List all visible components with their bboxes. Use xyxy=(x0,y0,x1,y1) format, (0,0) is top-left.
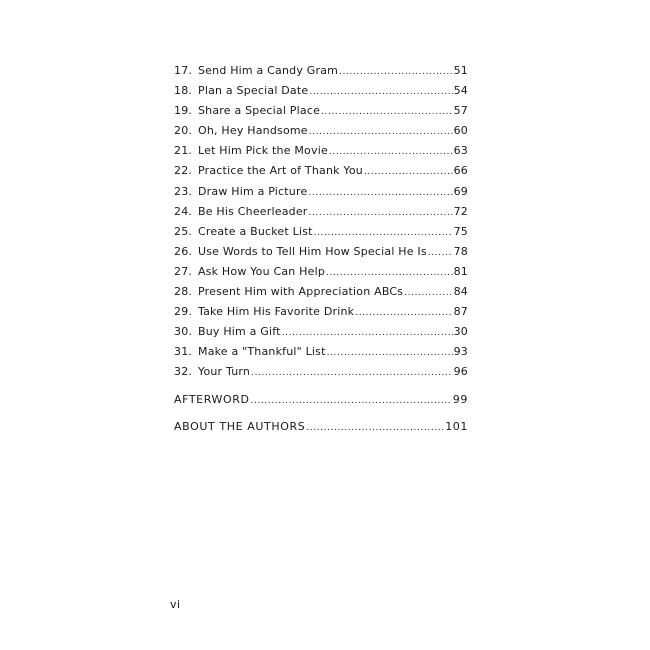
about-page: 101 xyxy=(445,419,468,433)
dot-leader xyxy=(309,208,453,218)
entry-title: Oh, Hey Handsome xyxy=(198,124,308,138)
entry-page: 51 xyxy=(453,64,468,77)
entry-title: Use Words to Tell Him How Special He Is xyxy=(198,244,427,258)
entry-page: 60 xyxy=(453,124,468,138)
entry-page: 84 xyxy=(453,285,468,299)
entry-number: 18. xyxy=(174,84,193,98)
toc-entry xyxy=(174,365,468,385)
toc-entry xyxy=(174,265,468,285)
entry-page: 75 xyxy=(453,224,468,238)
dot-leader xyxy=(329,147,453,157)
entry-page: 78 xyxy=(453,244,468,258)
entry-title: Be His Cheerleader xyxy=(198,204,308,218)
entry-title: Send Him a Candy Gram xyxy=(198,64,339,77)
entry-title: Make a "Thankful" List xyxy=(198,345,326,359)
entry-page: 96 xyxy=(453,365,468,379)
about-title: ABOUT THE AUTHORS xyxy=(174,419,306,433)
dot-leader xyxy=(404,288,452,298)
page-number: vi xyxy=(170,598,181,611)
toc-entry xyxy=(174,164,468,184)
entry-number: 21. xyxy=(174,144,193,158)
entry-number: 22. xyxy=(174,164,193,178)
entry-page: 30 xyxy=(453,325,468,339)
dot-leader xyxy=(428,248,453,258)
entry-title: Practice the Art of Thank You xyxy=(198,164,363,178)
entry-title: Take Him His Favorite Drink xyxy=(198,305,355,319)
dot-leader xyxy=(314,228,453,238)
toc-entry xyxy=(174,205,468,225)
toc-afterword xyxy=(174,393,468,413)
toc-entry xyxy=(174,185,468,205)
entry-number: 32. xyxy=(174,365,193,379)
dot-leader xyxy=(339,67,453,77)
entry-title: Let Him Pick the Movie xyxy=(198,144,328,158)
entry-number: 28. xyxy=(174,285,193,299)
entry-title: Ask How You Can Help xyxy=(198,264,326,278)
entry-page: 81 xyxy=(453,264,468,278)
entry-title: Share a Special Place xyxy=(198,104,321,118)
toc-entry xyxy=(174,325,468,345)
entry-number: 23. xyxy=(174,184,193,198)
entry-number: 20. xyxy=(174,124,193,138)
dot-leader xyxy=(327,348,453,358)
dot-leader xyxy=(282,328,453,338)
entry-title: Buy Him a Gift xyxy=(198,325,281,339)
entry-page: 72 xyxy=(453,204,468,218)
entry-page: 57 xyxy=(453,104,468,118)
entry-page: 69 xyxy=(453,184,468,198)
entry-page: 63 xyxy=(453,144,468,158)
entry-page: 54 xyxy=(453,84,468,98)
dot-leader xyxy=(321,107,453,117)
toc-entry xyxy=(174,144,468,164)
dot-leader xyxy=(308,188,452,198)
entry-page: 93 xyxy=(453,345,468,359)
dot-leader xyxy=(364,167,453,177)
entry-number: 31. xyxy=(174,345,193,359)
toc-entry xyxy=(174,305,468,325)
dot-leader xyxy=(251,368,452,378)
entry-page: 87 xyxy=(453,305,468,319)
entry-number: 26. xyxy=(174,244,193,258)
entry-page: 66 xyxy=(453,164,468,178)
dot-leader xyxy=(306,423,444,433)
table-of-contents xyxy=(174,64,468,440)
entry-number: 27. xyxy=(174,264,193,278)
entry-number: 24. xyxy=(174,204,193,218)
entry-title: Plan a Special Date xyxy=(198,84,309,98)
dot-leader xyxy=(309,127,453,137)
toc-entry xyxy=(174,84,468,104)
entry-number: 19. xyxy=(174,104,193,118)
entry-title: Your Turn xyxy=(198,365,251,379)
entry-title: Create a Bucket List xyxy=(198,224,313,238)
entry-number: 30. xyxy=(174,325,193,339)
toc-entry xyxy=(174,345,468,365)
toc-about-the-authors xyxy=(174,420,468,440)
toc-entry xyxy=(174,104,468,124)
dot-leader xyxy=(355,308,452,318)
entry-number: 25. xyxy=(174,224,193,238)
dot-leader xyxy=(326,268,453,278)
entry-title: Present Him with Appreciation ABCs xyxy=(198,285,404,299)
dot-leader xyxy=(309,87,452,97)
toc-entry xyxy=(174,124,468,144)
entry-number: 29. xyxy=(174,305,193,319)
entry-title: Draw Him a Picture xyxy=(198,184,308,198)
afterword-title: AFTERWORD xyxy=(174,392,250,406)
entry-number: 17. xyxy=(174,64,193,77)
toc-entry xyxy=(174,285,468,305)
afterword-page: 99 xyxy=(452,392,468,406)
toc-entry xyxy=(174,64,468,84)
toc-entry xyxy=(174,245,468,265)
toc-entry xyxy=(174,225,468,245)
dot-leader xyxy=(251,396,452,406)
